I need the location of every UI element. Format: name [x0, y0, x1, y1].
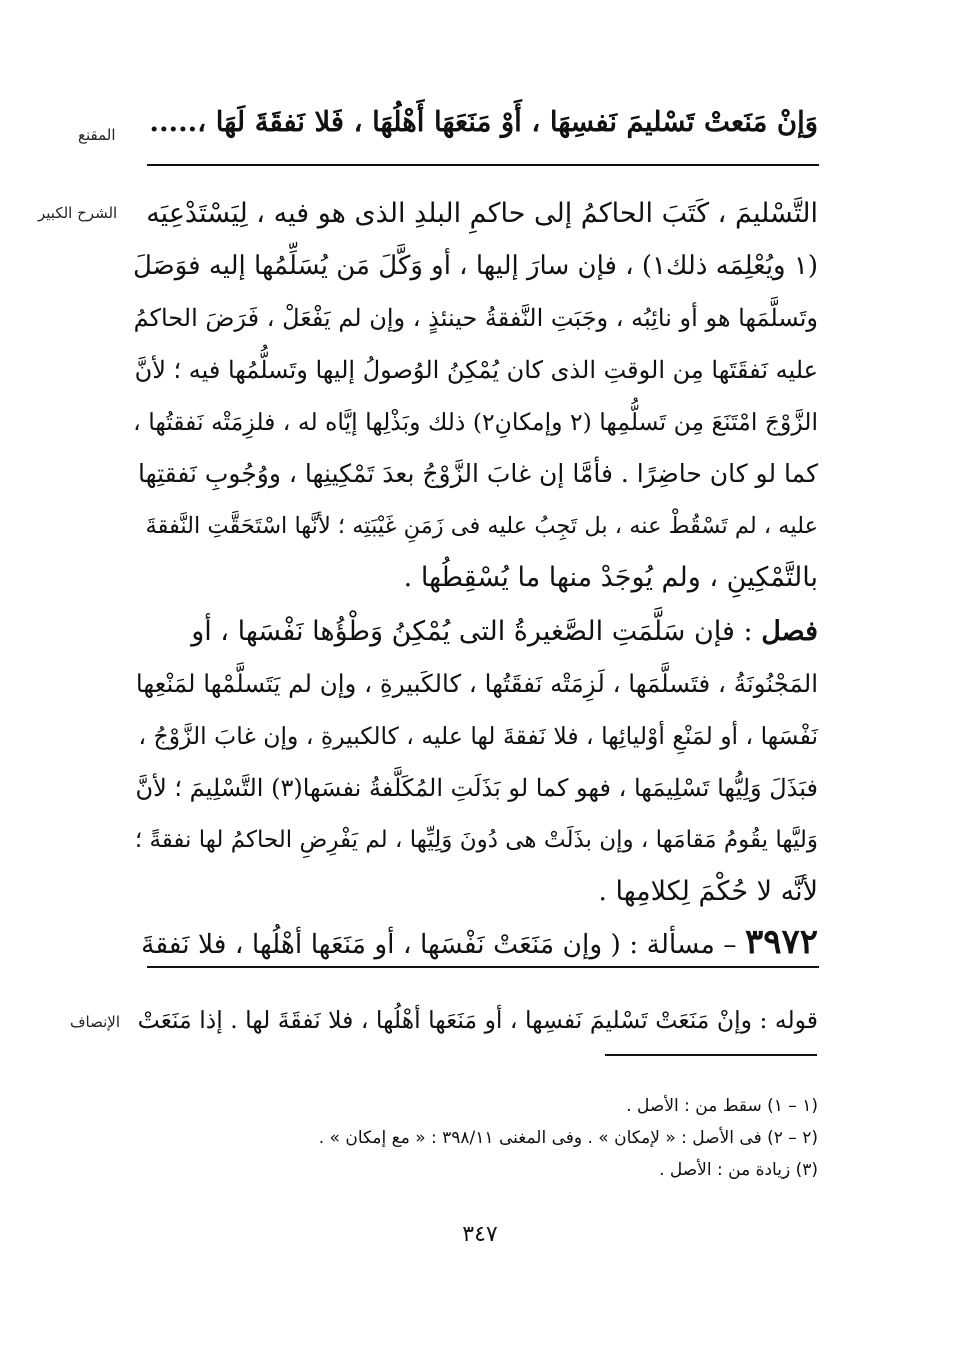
footnotes [138, 1090, 818, 1186]
fasl-line: نَفْسَها ، أو لمَنْعِ أوْليائِها ، فلا نَفقةَ لها عليه ، كالكبيرةِ ، وإن غابَ الزَّوْجُ ، [138, 722, 818, 750]
sharh-divider [147, 966, 819, 968]
fasl-line: وَليَّها يقُومُ مَقامَها ، وإن بذَلَتْ هى دُونَ وَلِيِّها ، لم يَفْرِضِ الحاكمُ لها نفقةً ؛ [134, 827, 818, 853]
masala-number: ٣٩٧٢ [744, 922, 818, 962]
sharh-line: عليه نَفقَتَها مِن الوقتِ الذى كان يُمْكِنُ الوُصولُ إليها وتَسلُّمُها فيه ؛ لأنَّ [134, 356, 818, 384]
fasl-heading: فصل [761, 616, 818, 647]
sharh-line: (١ ويُعْلِمَه ذلك١) ، فإن سارَ إليها ، أو وَكَّلَ مَن يُسَلِّمُها إليه فوَصَلَ [132, 251, 818, 281]
fasl-line-text: : فإن سَلَّمَتِ الصَّغيرةُ التى يُمْكِنُ وَطْؤُها نَفْسَها ، أو [191, 616, 762, 647]
margin-label-muqni: المقنع [78, 126, 116, 144]
masala-line [141, 916, 818, 968]
footnote: (٣) زيادة من : الأصل . [659, 1160, 818, 1180]
sharh-line: كما لو كان حاضِرًا . فأمَّا إن غابَ الزَّوْجُ بعدَ تَمْكِينِها ، ووُجُوبِ نَفقتِها [138, 459, 818, 488]
footnote: (٢ – ٢) فى الأصل : « لإمكان » . وفى المغنى ٣٩٨/١١ : « مع إمكان » . [318, 1128, 818, 1148]
fasl-line: فبَذَلَ وَلِيُّها تَسْلِيمَها ، فهو كما لو بَذَلَتِ المُكَلَّفةُ نفسَها(٣) التَّسْلِيمَ ؛ لأنَّ [135, 774, 818, 802]
muqni-divider [147, 164, 819, 166]
sharh-line: التَّسْليمَ ، كَتَبَ الحاكمُ إلى حاكمِ البلدِ الذى هو فيه ، لِيَسْتَدْعِيَه [146, 198, 818, 229]
fasl-line: المَجْنُونَةُ ، فتَسلَّمَها ، لَزِمَتْه نَفقَتُها ، كالكَبيرةِ ، وإن لم يَتَسلَّمْها لمَنْعِها [135, 669, 818, 698]
sharh-line: عليه ، لم تَسْقُطْ عنه ، بل تَجِبُ عليه فى زَمَنِ غَيْبَتِه ؛ لأنَّها اسْتَحَقَّتِ النَّفقةَ [145, 513, 818, 539]
fasl-line: لأنَّه لا حُكْمَ لِكلامِها . [598, 876, 818, 907]
margin-label-insaf: الإنصاف [70, 1013, 121, 1031]
footnote: (١ – ١) سقط من : الأصل . [626, 1096, 818, 1116]
footnote-divider [605, 1054, 817, 1056]
masala-text: – مسألة : ( وإن مَنَعَتْ نَفْسَها ، أو مَنَعَها أهْلُها ، فلا نَفقةَ [141, 929, 745, 960]
fasl-line [191, 606, 818, 658]
sharh-line: بالتَّمْكِينِ ، ولم يُوجَدْ منها ما يُسْقِطُها . [403, 562, 818, 593]
sharh-line: وتَسلَّمَها هو أو نائِبُه ، وجَبَتِ النَّفقةُ حينئذٍ ، وإن لم يَفْعَلْ ، فَرَضَ الحاكمُ [133, 304, 818, 332]
page-number: ٣٤٧ [462, 1222, 498, 1247]
insaf-text: قوله : وإنْ مَنَعَتْ تَسْليمَ نَفسِها ، أو مَنَعَها أهْلُها ، فلا نَفقَةَ لها . إذا مَنَعَتْ [137, 1006, 818, 1034]
margin-label-sharh: الشرح الكبير [38, 204, 118, 222]
sharh-line: الزَّوْجَ امْتَنَعَ مِن تَسلُّمِها (٢ وإمكانِ٢) ذلك وبَذْلِها إيَّاه له ، فلزِمَتْه نَفقتُها ، [133, 408, 818, 436]
muqni-text: وَإنْ مَنَعتْ تَسْليمَ نَفسِهَا ، أَوْ مَنَعَهَا أَهْلُهَا ، فَلا نَفقَةَ لَهَا ،..... [149, 106, 818, 138]
